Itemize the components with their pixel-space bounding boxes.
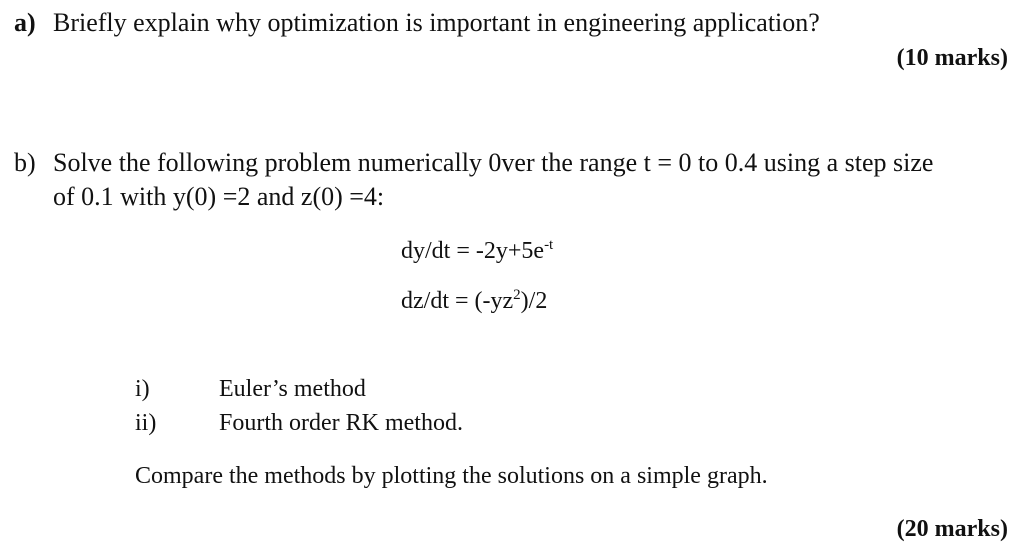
question-a-text: Briefly explain why optimization is important in engineering application? [53, 8, 820, 37]
question-b-line2: of 0.1 with y(0) =2 and z(0) =4: [53, 182, 385, 211]
question-b-line1: Solve the following problem numerically 0ver the range t = 0 to 0.4 using a step size [53, 148, 934, 177]
question-b-label: b) [14, 148, 36, 177]
question-a-label: a) [14, 8, 36, 37]
method-1-number: i) [135, 376, 150, 402]
question-a-marks: (10 marks) [896, 45, 1008, 71]
equation-dz-dt [401, 288, 547, 315]
equation-dz-dt-post: )/2 [520, 288, 548, 314]
question-b-marks: (20 marks) [896, 516, 1008, 542]
equation-dz-dt-exponent: 2 [513, 287, 521, 303]
compare-instruction: Compare the methods by plotting the solutions on a simple graph. [135, 463, 768, 489]
equation-dy-dt [401, 238, 553, 265]
method-2-number: ii) [135, 410, 157, 436]
equation-dy-dt-exponent: -t [544, 237, 554, 253]
equation-dy-dt-base: dy/dt = -2y+5e [401, 238, 545, 264]
method-1-text: Euler’s method [219, 376, 366, 402]
equation-dz-dt-pre: dz/dt = (-yz [401, 288, 514, 314]
method-2-text: Fourth order RK method. [219, 410, 463, 436]
